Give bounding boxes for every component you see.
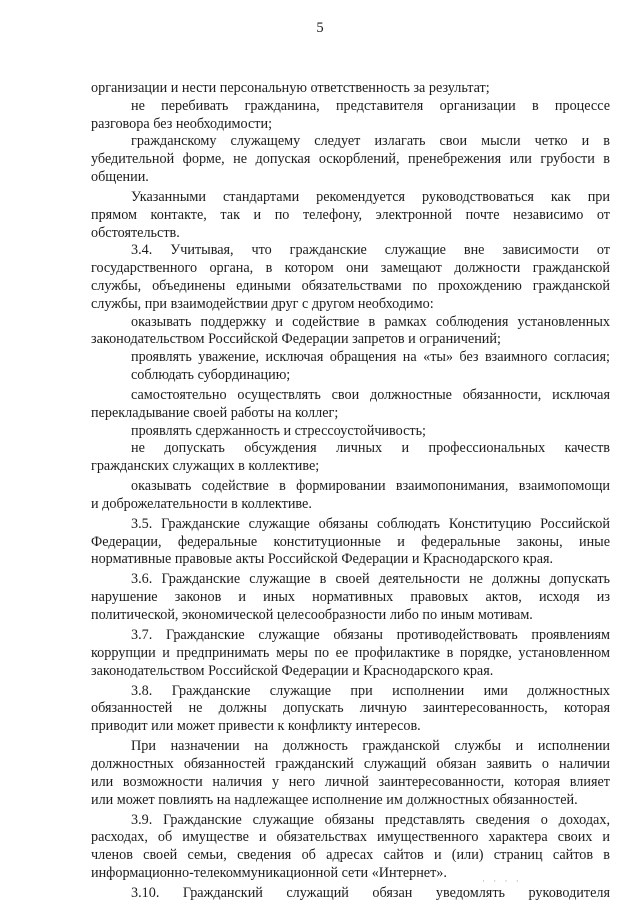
text-line: 3.4. Учитывая, что гражданские служащие вне зависимости от — [131, 242, 610, 259]
text-line: не допускать обсуждения личных и профессиональных качеств — [131, 440, 610, 457]
text-line: убедительной форме, не допуская оскорблений, пренебрежения или грубости в — [91, 151, 610, 168]
text-line: должностных обязанностей гражданский служащий обязан заявить о наличии — [91, 755, 610, 772]
text-line: оказывать содействие в формировании взаимопонимания, взаимопомощи — [131, 478, 610, 495]
text-line: нормативные правовые акты Российской Федерации и Краснодарского края. — [91, 551, 554, 568]
text-line: 3.6. Гражданские служащие в своей деятельности не должны допускать — [131, 571, 610, 588]
text-line: общении. — [91, 168, 149, 185]
text-line: не перебивать гражданина, представителя организации в процессе — [131, 97, 610, 114]
text-line: государственного органа, в котором они замещают должности гражданской — [91, 260, 610, 277]
text-line: организации и нести персональную ответственность за результат; — [91, 80, 490, 96]
text-line: политической, экономической целесообразности либо по иным мотивам. — [91, 607, 533, 624]
page-number: 5 — [316, 20, 324, 36]
text-line: Указанными стандартами рекомендуется руководствоваться как при — [131, 188, 610, 205]
text-line: 3.7. Гражданские служащие обязаны противодействовать проявлениям — [131, 627, 610, 644]
text-line: разговора без необходимости; — [91, 115, 273, 132]
text-line: информационно-телекоммуникационной сети «Интернет». — [91, 864, 447, 881]
document-body — [91, 80, 610, 903]
text-line: 3.9. Гражданские служащие обязаны представлять сведения о доходах, — [131, 811, 610, 828]
text-line: или возможности наличия у него личной заинтересованности, которая влияет — [91, 773, 610, 790]
text-line: 3.10. Гражданский служащий обязан уведомлять руководителя — [131, 884, 610, 901]
text-line: коррупции и предпринимать меры по ее профилактике в порядке, установленном — [91, 644, 610, 661]
text-line: и доброжелательности в коллективе. — [91, 495, 312, 512]
text-line: гражданских служащих в коллективе; — [91, 458, 320, 475]
text-line: обязанностей не должны допускать личную заинтересованность, которая — [91, 700, 610, 717]
text-line: оказывать поддержку и содействие в рамках соблюдения установленных — [131, 313, 610, 330]
text-line: службы, при взаимодействии друг с другом необходимо: — [91, 295, 434, 312]
text-line: законодательством Российской Федерации и Краснодарского края. — [91, 662, 494, 679]
text-line: 3.8. Гражданские служащие при исполнении ими должностных — [131, 682, 610, 699]
text-line: гражданскому служащему следует излагать свои мысли четко и в — [131, 133, 610, 150]
text-line: приводит или может привести к конфликту интересов. — [91, 718, 421, 735]
text-line: проявлять сдержанность и стрессоустойчивость; — [131, 422, 427, 439]
text-line: При назначении на должность гражданской службы и исполнении — [131, 738, 610, 755]
text-line: или может повлиять на надлежащее исполнение им должностных обязанностей. — [91, 791, 578, 808]
text-line: расходах, об имуществе и обязательствах имущественного характера своих и — [91, 829, 610, 846]
text-line: законодательством Российской Федерации запретов и ограничений; — [91, 331, 501, 348]
text-line: самостоятельно осуществлять свои должностные обязанности, исключая — [131, 386, 610, 403]
scan-artifact-dots: · · · · — [482, 876, 522, 886]
text-line: соблюдать субординацию; — [131, 366, 291, 383]
text-line: службы, объединены едиными обязательствами по прохождению гражданской — [91, 277, 610, 294]
text-line: 3.5. Гражданские служащие обязаны соблюдать Конституцию Российской — [131, 515, 610, 532]
text-line: перекладывание своей работы на коллег; — [91, 404, 339, 421]
text-line: нарушение законов и иных нормативных правовых актов, исходя из — [91, 589, 610, 606]
text-line: прямом контакте, так и по телефону, электронной почте независимо от — [91, 206, 610, 223]
text-line: членов своей семьи, сведения об адресах сайтов и (или) страниц сайтов в — [91, 847, 610, 864]
text-line: обстоятельств. — [91, 224, 180, 241]
text-line: Федерации, федеральные конституционные и федеральные законы, иные — [91, 533, 610, 550]
text-line: проявлять уважение, исключая обращения на «ты» без взаимного согласия; — [131, 349, 610, 366]
